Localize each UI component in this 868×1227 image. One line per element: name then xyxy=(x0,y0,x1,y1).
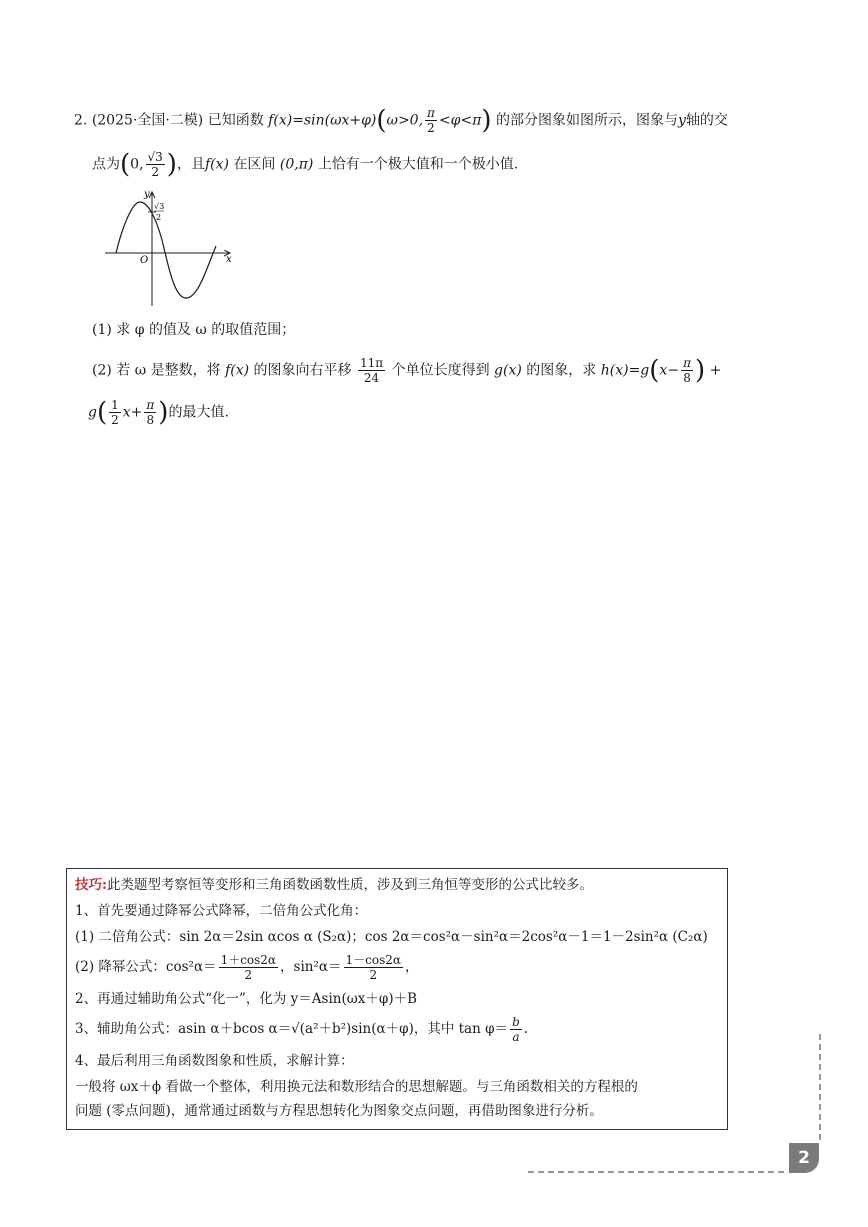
origin-label: O xyxy=(140,255,149,266)
tips-power-reduction: (2) 降幂公式：cos²α＝ $\frac{1+\cos 2\alpha}{2}$ ，sin²α＝ $\frac{1-\cos 2\alpha}{2}$ ， xyxy=(75,953,419,982)
problem-line-2: 点为(0, $\frac{√3}{2}$ )，且f(x) 在区间 (0,π) 上恰有一个极大值和一个极小值. xyxy=(92,149,519,180)
problem-source: (2025·全国·二模) xyxy=(91,112,204,129)
question-2-line-2: g( $\frac{1}{2}$ x+ $\frac{\pi}{8}$ )的最大值. xyxy=(88,397,229,428)
y-axis-label: y xyxy=(144,189,150,200)
tips-intro: 技巧:此类题型考察恒等变形和三角函数函数性质，涉及到三角恒等变形的公式比较多。 xyxy=(75,877,593,893)
tips-auxiliary-angle: 3、辅助角公式：asin α＋bcos α＝√(a²＋b²)sin(α＋φ)，其中 tan φ＝ $\frac{b}{a}$ . xyxy=(75,1015,529,1044)
tips-label: 技巧: xyxy=(75,877,107,893)
intercept-den: 2 xyxy=(156,213,162,222)
tips-step-1: 1、首先要通过降幂公式降幂，二倍角公式化角： xyxy=(75,903,368,919)
tips-step-2: 2、再通过辅助角公式“化一”，化为 y＝Asin(ωx＋φ)＋B xyxy=(75,991,418,1007)
problem-number: 2. xyxy=(74,112,88,129)
tips-double-angle: (1) 二倍角公式：sin 2α＝2sin αcos α (S₂α)；cos 2α＝cos²α－sin²α＝2cos²α－1＝1－2sin²α (C₂α) xyxy=(75,929,708,945)
tips-method-1: 一般将 ωx＋ϕ 看做一个整体，利用换元法和数形结合的思想解题。与三角函数相关的方程根的 xyxy=(75,1079,638,1095)
sqrt3-over-2-fraction: $\frac{√3}{2}$ xyxy=(147,150,163,179)
intercept-num: √3 xyxy=(154,202,165,211)
sine-graph xyxy=(100,188,240,310)
page-number: 2 xyxy=(789,1143,819,1173)
sine-curve xyxy=(116,202,216,298)
tips-method-2: 问题 (零点问题)，通常通过函数与方程思想转化为图象交点问题，再借助图象进行分析。 xyxy=(75,1103,603,1119)
tips-step-4: 4、最后利用三角函数图象和性质，求解计算： xyxy=(75,1053,354,1069)
x-axis-label: x xyxy=(226,254,232,265)
question-2-line-1: (2) 若 ω 是整数，将 f(x) 的图象向右平移 $\frac{11\pi}{24}$ 个单位长度得到 g(x) 的图象，求 h(x)=g(x− $\frac{\pi}{8}$ ) + xyxy=(92,355,722,386)
pi-over-2-fraction: $\frac{\pi}{2}$ xyxy=(427,106,435,135)
problem-line-1: 2. (2025·全国·二模) 已知函数 f(x)=sin(ωx+φ)(ω>0, $\frac{\pi}{2}$ <φ<π) 的部分图象如图所示，图象与y轴的交 xyxy=(74,105,728,136)
question-1: (1) 求 φ 的值及 ω 的取值范围； xyxy=(92,322,296,338)
shift-fraction: $\frac{11\pi}{24}$ xyxy=(359,356,384,385)
